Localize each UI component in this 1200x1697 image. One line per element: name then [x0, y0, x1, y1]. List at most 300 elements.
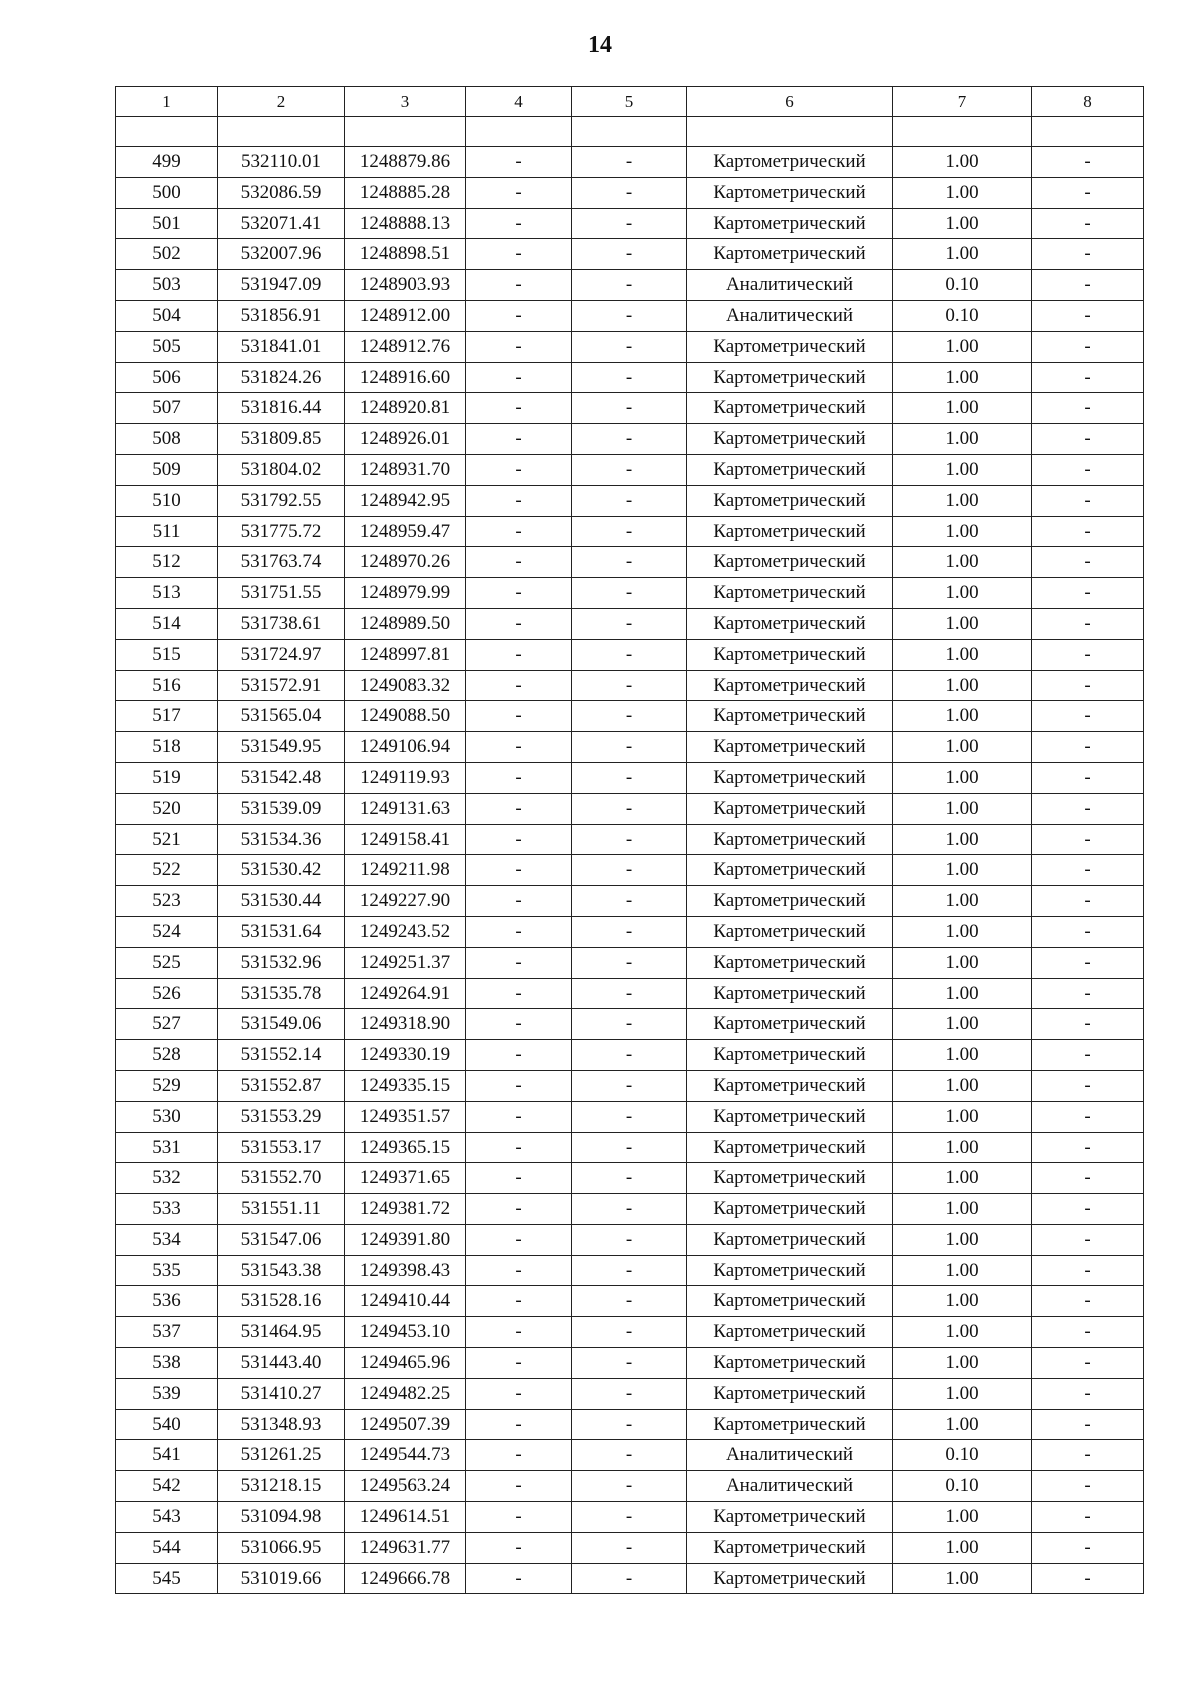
table-cell: 1249251.37: [345, 947, 466, 978]
table-cell: -: [572, 547, 687, 578]
table-cell: -: [572, 1317, 687, 1348]
table-cell: 1.00: [893, 147, 1032, 178]
table-cell: -: [1032, 670, 1144, 701]
table-cell: Картометрический: [687, 1163, 893, 1194]
table-cell: -: [1032, 578, 1144, 609]
table-cell: Картометрический: [687, 454, 893, 485]
table-row: [116, 1224, 1144, 1255]
table-cell: Картометрический: [687, 855, 893, 886]
table-cell: 1248970.26: [345, 547, 466, 578]
table-cell: -: [466, 1348, 572, 1379]
table-cell: 1.00: [893, 424, 1032, 455]
table-cell: 542: [116, 1471, 218, 1502]
table-cell: 531534.36: [218, 824, 345, 855]
table-cell: -: [466, 300, 572, 331]
table-cell: -: [1032, 793, 1144, 824]
table-cell: Картометрический: [687, 331, 893, 362]
table-cell: 510: [116, 485, 218, 516]
table-cell: 1.00: [893, 824, 1032, 855]
table-cell: -: [572, 639, 687, 670]
table-cell: 1.00: [893, 793, 1032, 824]
table-cell: 531775.72: [218, 516, 345, 547]
table-cell: 531947.09: [218, 270, 345, 301]
table-cell: 523: [116, 886, 218, 917]
table-cell: -: [1032, 239, 1144, 270]
table-cell: Картометрический: [687, 824, 893, 855]
table-cell: 532110.01: [218, 147, 345, 178]
table-cell: 531816.44: [218, 393, 345, 424]
table-cell: 1248979.99: [345, 578, 466, 609]
table-cell: -: [466, 1532, 572, 1563]
table-cell: 518: [116, 732, 218, 763]
table-cell: 1248898.51: [345, 239, 466, 270]
table-row: [116, 1255, 1144, 1286]
table-cell: -: [466, 1471, 572, 1502]
table-row: [116, 331, 1144, 362]
table-cell: -: [466, 1132, 572, 1163]
table-cell: -: [572, 608, 687, 639]
table-cell: -: [466, 1317, 572, 1348]
table-row: [116, 1532, 1144, 1563]
table-cell: 531841.01: [218, 331, 345, 362]
table-cell: -: [466, 670, 572, 701]
table-cell: -: [1032, 1471, 1144, 1502]
table-cell: 1.00: [893, 1070, 1032, 1101]
table-cell: 531019.66: [218, 1563, 345, 1594]
table-cell: Картометрический: [687, 1132, 893, 1163]
table-cell: 532071.41: [218, 208, 345, 239]
table-cell: 531542.48: [218, 762, 345, 793]
table-cell: -: [572, 886, 687, 917]
table-cell: [345, 117, 466, 147]
table-cell: -: [1032, 1163, 1144, 1194]
table-cell: -: [572, 1040, 687, 1071]
table-cell: -: [572, 578, 687, 609]
table-cell: 538: [116, 1348, 218, 1379]
table-cell: -: [572, 208, 687, 239]
table-cell: -: [1032, 762, 1144, 793]
table-cell: 531824.26: [218, 362, 345, 393]
table-cell: 503: [116, 270, 218, 301]
table-cell: -: [1032, 270, 1144, 301]
table-cell: 1.00: [893, 1101, 1032, 1132]
table-row: [116, 1009, 1144, 1040]
table-cell: 1.00: [893, 1009, 1032, 1040]
table-cell: 499: [116, 147, 218, 178]
table-cell: 511: [116, 516, 218, 547]
table-cell: 520: [116, 793, 218, 824]
table-cell: 545: [116, 1563, 218, 1594]
table-cell: -: [466, 516, 572, 547]
table-cell: -: [572, 1348, 687, 1379]
table-cell: 501: [116, 208, 218, 239]
table-cell: -: [466, 362, 572, 393]
table-cell: -: [1032, 1348, 1144, 1379]
page-number: 14: [588, 32, 612, 58]
table-cell: 1249391.80: [345, 1224, 466, 1255]
table-cell: -: [466, 1009, 572, 1040]
table-cell: 1248916.60: [345, 362, 466, 393]
table-cell: -: [572, 1471, 687, 1502]
table-cell: 531553.17: [218, 1132, 345, 1163]
table-cell: -: [466, 639, 572, 670]
table-cell: Картометрический: [687, 424, 893, 455]
table-cell: -: [572, 1440, 687, 1471]
table-cell: -: [1032, 855, 1144, 886]
table-row: [116, 485, 1144, 516]
table-row: [116, 239, 1144, 270]
table-cell: 531565.04: [218, 701, 345, 732]
table-cell: -: [572, 947, 687, 978]
table-cell: 528: [116, 1040, 218, 1071]
table-cell: 1249563.24: [345, 1471, 466, 1502]
table-cell: 519: [116, 762, 218, 793]
table-cell: 1.00: [893, 670, 1032, 701]
table-cell: 1.00: [893, 1194, 1032, 1225]
table-cell: 1248942.95: [345, 485, 466, 516]
table-cell: 1.00: [893, 886, 1032, 917]
table-cell: 531535.78: [218, 978, 345, 1009]
table-cell: 504: [116, 300, 218, 331]
table-cell: 521: [116, 824, 218, 855]
table-cell: -: [572, 762, 687, 793]
table-cell: 531261.25: [218, 1440, 345, 1471]
table-cell: Картометрический: [687, 1532, 893, 1563]
table-cell: 531724.97: [218, 639, 345, 670]
table-cell: Картометрический: [687, 1317, 893, 1348]
table-cell: -: [466, 1070, 572, 1101]
table-cell: -: [572, 1132, 687, 1163]
table-cell: Картометрический: [687, 1563, 893, 1594]
table-cell: 531552.14: [218, 1040, 345, 1071]
table-cell: -: [466, 547, 572, 578]
table-cell: Картометрический: [687, 485, 893, 516]
table-cell: Картометрический: [687, 1286, 893, 1317]
table-cell: -: [572, 1070, 687, 1101]
table-cell: -: [1032, 608, 1144, 639]
table-cell: 543: [116, 1502, 218, 1533]
table-cell: 1249211.98: [345, 855, 466, 886]
table-cell: 531532.96: [218, 947, 345, 978]
table-cell: Картометрический: [687, 1378, 893, 1409]
table-cell: 1248931.70: [345, 454, 466, 485]
table-cell: 1.00: [893, 454, 1032, 485]
table-cell: -: [466, 270, 572, 301]
table-cell: 506: [116, 362, 218, 393]
table-row: [116, 1286, 1144, 1317]
table-row: [116, 147, 1144, 178]
table-cell: -: [466, 1409, 572, 1440]
table-cell: 1249264.91: [345, 978, 466, 1009]
table-cell: 1249243.52: [345, 916, 466, 947]
table-cell: 531218.15: [218, 1471, 345, 1502]
table-cell: -: [572, 1563, 687, 1594]
table-row: [116, 732, 1144, 763]
table-cell: -: [466, 578, 572, 609]
table-cell: 527: [116, 1009, 218, 1040]
table-cell: 1249335.15: [345, 1070, 466, 1101]
column-header: 6: [687, 87, 893, 117]
table-cell: -: [1032, 1132, 1144, 1163]
table-cell: 516: [116, 670, 218, 701]
table-cell: 1248879.86: [345, 147, 466, 178]
table-cell: 1.00: [893, 1532, 1032, 1563]
table-cell: -: [466, 793, 572, 824]
table-cell: -: [466, 1163, 572, 1194]
table-cell: 1249131.63: [345, 793, 466, 824]
table-cell: -: [466, 1378, 572, 1409]
table-cell: -: [1032, 1194, 1144, 1225]
table-cell: 533: [116, 1194, 218, 1225]
table-cell: 1.00: [893, 1348, 1032, 1379]
table-cell: [687, 117, 893, 147]
table-row: [116, 300, 1144, 331]
table-cell: -: [466, 1502, 572, 1533]
column-header: 2: [218, 87, 345, 117]
table-cell: 531539.09: [218, 793, 345, 824]
table-cell: 1248920.81: [345, 393, 466, 424]
column-header: 1: [116, 87, 218, 117]
table-cell: 1.00: [893, 208, 1032, 239]
table-cell: 535: [116, 1255, 218, 1286]
table-cell: -: [1032, 424, 1144, 455]
table-cell: 1.00: [893, 1317, 1032, 1348]
table-cell: 532086.59: [218, 177, 345, 208]
table-cell: -: [1032, 639, 1144, 670]
table-cell: -: [572, 177, 687, 208]
table-cell: 530: [116, 1101, 218, 1132]
table-cell: 1249365.15: [345, 1132, 466, 1163]
table-row: [116, 547, 1144, 578]
table-cell: Картометрический: [687, 393, 893, 424]
table-cell: 500: [116, 177, 218, 208]
table-cell: Картометрический: [687, 978, 893, 1009]
table-row: [116, 1563, 1144, 1594]
table-cell: 1248959.47: [345, 516, 466, 547]
table-cell: Картометрический: [687, 1070, 893, 1101]
table-row: [116, 208, 1144, 239]
table-cell: 531763.74: [218, 547, 345, 578]
table-cell: -: [572, 331, 687, 362]
table-cell: Картометрический: [687, 670, 893, 701]
table-cell: 1.00: [893, 516, 1032, 547]
table-cell: -: [572, 701, 687, 732]
table-cell: Картометрический: [687, 762, 893, 793]
table-cell: -: [572, 516, 687, 547]
table-cell: 513: [116, 578, 218, 609]
table-cell: -: [572, 454, 687, 485]
table-cell: 525: [116, 947, 218, 978]
table-cell: -: [572, 855, 687, 886]
table-cell: 532: [116, 1163, 218, 1194]
table-cell: -: [466, 916, 572, 947]
table-cell: -: [572, 1409, 687, 1440]
table-cell: 1.00: [893, 916, 1032, 947]
table-cell: Картометрический: [687, 1255, 893, 1286]
table-row: [116, 762, 1144, 793]
table-cell: -: [1032, 1040, 1144, 1071]
table-cell: -: [466, 208, 572, 239]
table-cell: -: [466, 1563, 572, 1594]
table-cell: 1248997.81: [345, 639, 466, 670]
table-cell: -: [1032, 547, 1144, 578]
table-cell: -: [572, 393, 687, 424]
table-cell: -: [572, 1255, 687, 1286]
column-header: 8: [1032, 87, 1144, 117]
table-cell: 1249398.43: [345, 1255, 466, 1286]
table-cell: -: [1032, 393, 1144, 424]
table-row: [116, 639, 1144, 670]
table-cell: 544: [116, 1532, 218, 1563]
table-cell: -: [572, 1009, 687, 1040]
table-cell: 1249371.65: [345, 1163, 466, 1194]
table-row: [116, 793, 1144, 824]
table-row: [116, 824, 1144, 855]
table-cell: 541: [116, 1440, 218, 1471]
column-header: 7: [893, 87, 1032, 117]
table-cell: 1249330.19: [345, 1040, 466, 1071]
table-cell: -: [1032, 454, 1144, 485]
table-cell: 1.00: [893, 1132, 1032, 1163]
table-cell: -: [466, 608, 572, 639]
table-cell: 1248912.00: [345, 300, 466, 331]
table-cell: -: [1032, 485, 1144, 516]
table-row: [116, 177, 1144, 208]
table-cell: 509: [116, 454, 218, 485]
table-row: [116, 1101, 1144, 1132]
table-cell: 1248989.50: [345, 608, 466, 639]
table-row: [116, 1471, 1144, 1502]
table-cell: Картометрический: [687, 177, 893, 208]
table-cell: -: [1032, 1409, 1144, 1440]
table-cell: Картометрический: [687, 1502, 893, 1533]
table-cell: -: [572, 300, 687, 331]
table-cell: 531464.95: [218, 1317, 345, 1348]
table-row: [116, 1194, 1144, 1225]
table-cell: 0.10: [893, 300, 1032, 331]
table-cell: -: [1032, 300, 1144, 331]
table-cell: -: [466, 1255, 572, 1286]
table-cell: 531549.06: [218, 1009, 345, 1040]
coordinates-table: [115, 86, 1144, 1594]
table-cell: Картометрический: [687, 547, 893, 578]
table-cell: -: [572, 1378, 687, 1409]
table-cell: -: [466, 855, 572, 886]
table-cell: 502: [116, 239, 218, 270]
table-cell: -: [466, 1040, 572, 1071]
table-cell: 1.00: [893, 732, 1032, 763]
table-cell: 1249227.90: [345, 886, 466, 917]
blank-row: [116, 117, 1144, 147]
table-cell: 1.00: [893, 1378, 1032, 1409]
table-cell: 1.00: [893, 608, 1032, 639]
table-cell: -: [1032, 1502, 1144, 1533]
table-cell: 531530.42: [218, 855, 345, 886]
table-cell: 505: [116, 331, 218, 362]
table-cell: 1.00: [893, 393, 1032, 424]
table-cell: 524: [116, 916, 218, 947]
table-cell: -: [466, 762, 572, 793]
table-cell: 1.00: [893, 362, 1032, 393]
table-row: [116, 270, 1144, 301]
table-cell: -: [466, 824, 572, 855]
table-cell: -: [572, 1194, 687, 1225]
table-cell: -: [466, 424, 572, 455]
table-cell: -: [1032, 147, 1144, 178]
table-cell: 531530.44: [218, 886, 345, 917]
table-cell: 531: [116, 1132, 218, 1163]
table-cell: -: [1032, 516, 1144, 547]
table-cell: Картометрический: [687, 1224, 893, 1255]
table-cell: Картометрический: [687, 147, 893, 178]
table-cell: 531552.70: [218, 1163, 345, 1194]
table-cell: -: [1032, 732, 1144, 763]
table-cell: -: [466, 1224, 572, 1255]
table-cell: -: [572, 1502, 687, 1533]
table-cell: -: [466, 732, 572, 763]
table-row: [116, 855, 1144, 886]
table-cell: -: [466, 978, 572, 1009]
table-cell: Картометрический: [687, 1409, 893, 1440]
table-cell: 1.00: [893, 978, 1032, 1009]
table-cell: 531551.11: [218, 1194, 345, 1225]
column-header: 5: [572, 87, 687, 117]
table-cell: 1.00: [893, 947, 1032, 978]
table-row: [116, 1502, 1144, 1533]
table-row: [116, 516, 1144, 547]
table-cell: 1249088.50: [345, 701, 466, 732]
table-row: [116, 1040, 1144, 1071]
table-cell: -: [1032, 1224, 1144, 1255]
table-cell: Картометрический: [687, 1040, 893, 1071]
table-cell: 531443.40: [218, 1348, 345, 1379]
table-cell: Картометрический: [687, 608, 893, 639]
table-cell: 1249351.57: [345, 1101, 466, 1132]
table-cell: -: [1032, 1286, 1144, 1317]
header-row: [116, 87, 1144, 117]
table-cell: [218, 117, 345, 147]
table-cell: 1248912.76: [345, 331, 466, 362]
table-cell: 1.00: [893, 855, 1032, 886]
table-cell: 529: [116, 1070, 218, 1101]
table-cell: 1.00: [893, 1163, 1032, 1194]
table-cell: Картометрический: [687, 1101, 893, 1132]
table-cell: 1249410.44: [345, 1286, 466, 1317]
table-cell: -: [1032, 1009, 1144, 1040]
table-row: [116, 424, 1144, 455]
table-cell: 531804.02: [218, 454, 345, 485]
table-cell: Картометрический: [687, 732, 893, 763]
table-row: [116, 1132, 1144, 1163]
table-cell: -: [466, 147, 572, 178]
table-cell: Картометрический: [687, 1009, 893, 1040]
table-cell: -: [1032, 177, 1144, 208]
table-cell: Картометрический: [687, 1194, 893, 1225]
table-cell: -: [1032, 1378, 1144, 1409]
table-cell: [572, 117, 687, 147]
table-cell: -: [466, 239, 572, 270]
table-cell: 1.00: [893, 1502, 1032, 1533]
table-cell: Картометрический: [687, 208, 893, 239]
table-cell: -: [466, 454, 572, 485]
table-row: [116, 1378, 1144, 1409]
table-cell: -: [572, 1532, 687, 1563]
table-cell: Картометрический: [687, 916, 893, 947]
table-cell: 539: [116, 1378, 218, 1409]
table-row: [116, 670, 1144, 701]
table-cell: -: [1032, 886, 1144, 917]
table-cell: 508: [116, 424, 218, 455]
